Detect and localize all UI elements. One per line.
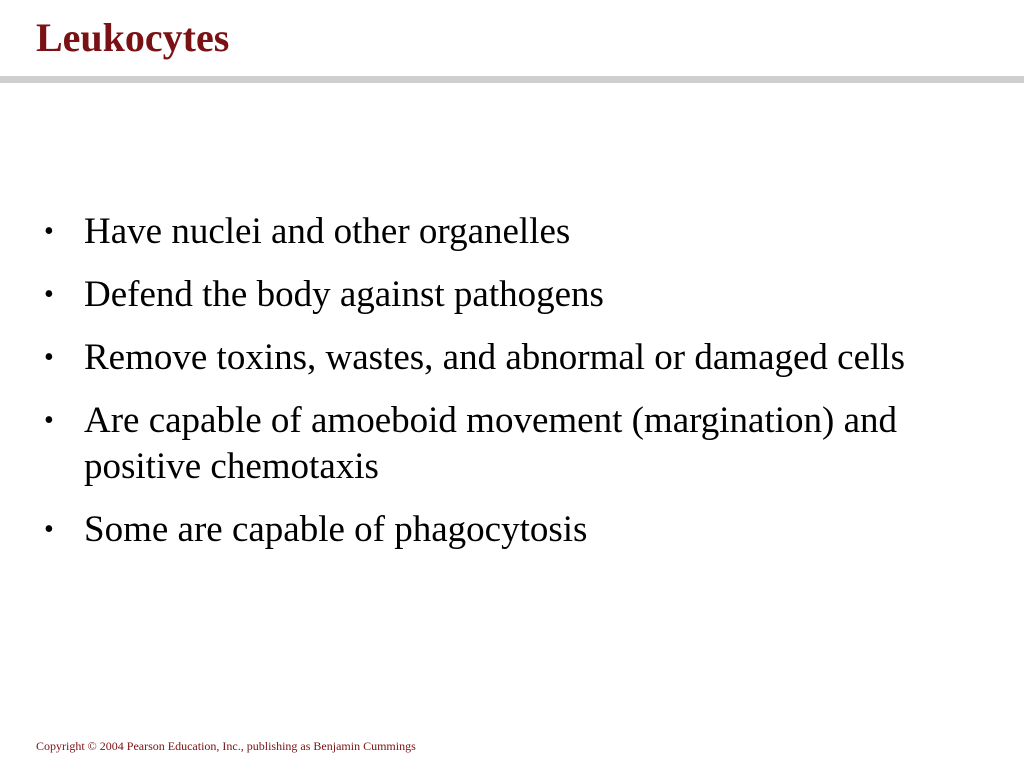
bullet-text: Defend the body against pathogens xyxy=(84,274,604,315)
bullet-text: Have nuclei and other organelles xyxy=(84,211,571,252)
bullet-item xyxy=(40,398,940,490)
bullet-list xyxy=(40,209,940,570)
bullet-item xyxy=(40,507,940,553)
bullet-text: Are capable of amoeboid movement (margination) and positive chemotaxis xyxy=(84,400,898,487)
bullet-text: Remove toxins, wastes, and abnormal or damaged cells xyxy=(84,337,905,378)
bullet-item xyxy=(40,209,940,255)
bullet-text: Some are capable of phagocytosis xyxy=(84,509,588,550)
bullet-item xyxy=(40,272,940,318)
bullet-icon: • xyxy=(44,342,54,373)
title-divider xyxy=(0,76,1024,83)
bullet-icon: • xyxy=(44,514,54,545)
bullet-icon: • xyxy=(44,279,54,310)
copyright-footer: Copyright © 2004 Pearson Education, Inc., publishing as Benjamin Cummings xyxy=(36,739,416,753)
bullet-icon: • xyxy=(44,405,54,436)
bullet-item xyxy=(40,335,940,381)
slide-title: Leukocytes xyxy=(36,15,230,60)
bullet-icon: • xyxy=(44,216,54,247)
